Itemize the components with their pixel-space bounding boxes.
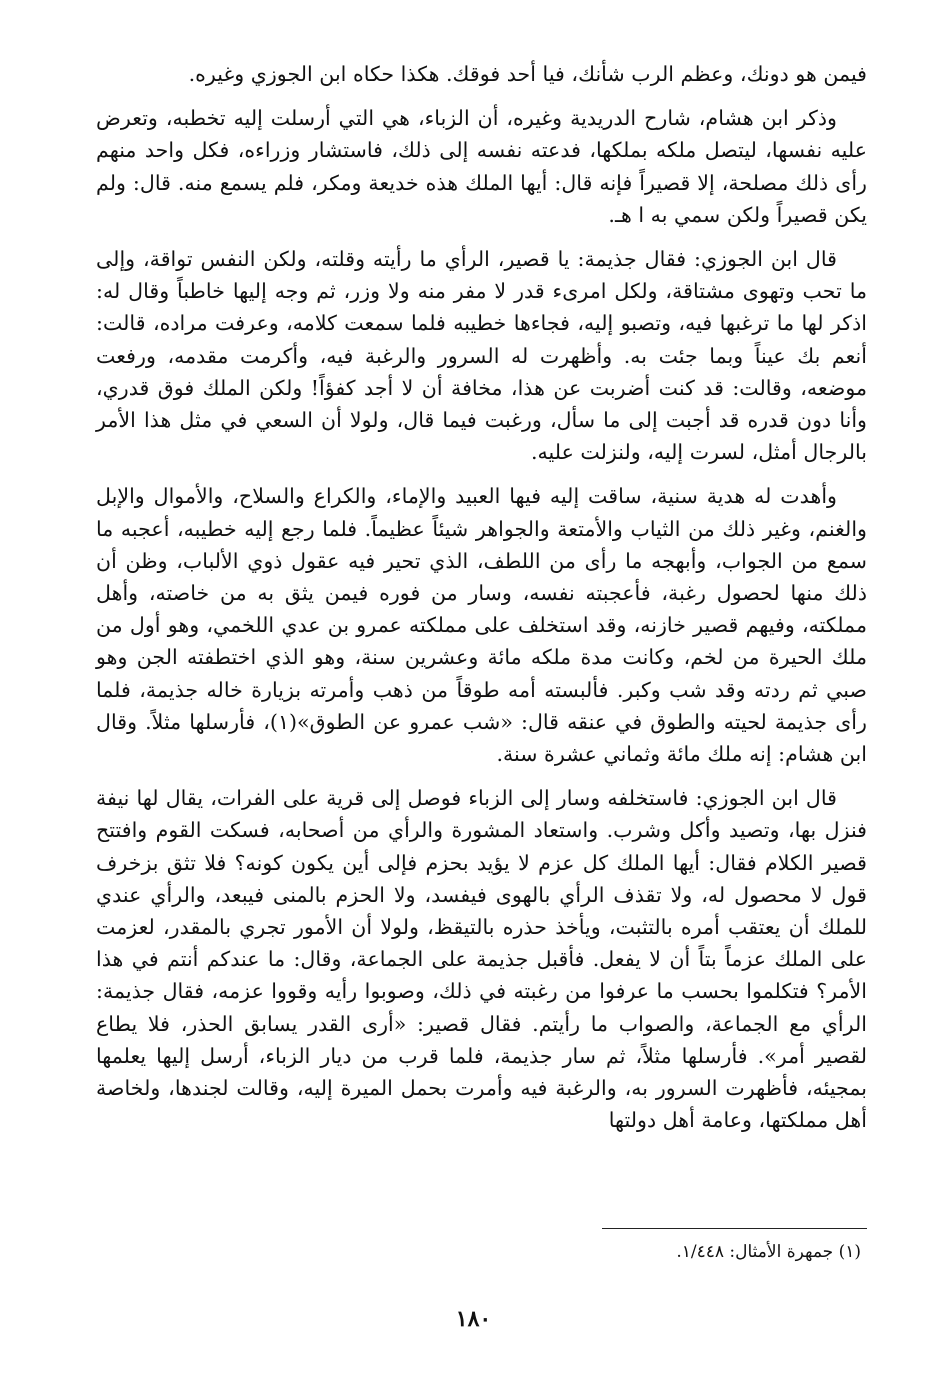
paragraph: قال ابن الجوزي: فاستخلفه وسار إلى الزباء فوصل إلى قرية على الفرات، يقال لها نيفة فنزل بها، وتصيد وأكل وشرب. واستعاد المشورة والرأي من أصحابه، فسكت القوم وافتتح قصير الكلام فقال: أيها الملك كل عزم لا يؤيد بحزم فإلى أين يكون كونه؟ فلا تثق بزخرف قول لا محصول له، ولا تقذف الرأي بالهوى فيفسد، ولا الحزم بالمنى فيبعد، والرأي عندي للملك أن يعتقب أمره بالتثبت، ويأخذ حذره بالتيقظ، ولولا أن الأمور تجري بالمقدر، لعزمت على الملك عزماً بتاً أن لا يفعل. فأقبل جذيمة على الجماعة، وقال: ما عندكم أنتم في هذا الأمر؟ فتكلموا بحسب ما عرفوا من رغبته في ذلك، وصوبوا رأيه وقووا عزمه، فقال جذيمة: الرأي مع الجماعة، والصواب ما رأيتم. فقال قصير: «أرى القدر يسابق الحذر، فلا يطاع لقصير أمر». فأرسلها مثلاً، ثم سار جذيمة، فلما قرب من ديار الزباء، أرسل إليها يعلمها بمجيئه، فأظهرت السرور به، والرغبة فيه وأمرت بحمل الميرة إليه، وقالت لجندها، ولخاصة أهل مملكتها، وعامة أهل دولتها xyxy=(96,786,867,1133)
paragraph: قال ابن الجوزي: فقال جذيمة: يا قصير، الرأي ما رأيته وقلته، ولكن النفس تواقة، وإلى ما تحب وتهوى مشتاقة، ولكل امرىء قدر لا مفر منه ولا وزر، ثم وجه إليها خاطباً وقال له: اذكر لها ما ترغبها فيه، وتصبو إليه، فجاءها خطيبه فلما سمعت كلامه، وعرفت مراده، قالت: أنعم بك عيناً وبما جئت به. وأظهرت له السرور والرغبة فيه، وأكرمت مقدمه، ورفعت موضعه، وقالت: قد كنت أضربت عن هذا، مخافة أن لا أجد كفؤاً! ولكن الملك فوق قدري، وأنا دون قدره قد أجبت إلى ما سأل، ورغبت فيما قال، ولولا أن السعي في مثل هذا الأمر بالرجال أمثل، لسرت إليه، ولنزلت عليه. xyxy=(96,247,867,465)
footnote-divider xyxy=(602,1228,867,1229)
footnote: (١) جمهرة الأمثال: ١/٤٤٨. xyxy=(676,1242,861,1262)
paragraph: فيمن هو دونك، وعظم الرب شأنك، فيا أحد فوقك. هكذا حكاه ابن الجوزي وغيره. xyxy=(188,62,867,86)
page-number: ١٨٠ xyxy=(455,1306,492,1332)
paragraph: وذكر ابن هشام، شارح الدريدية وغيره، أن الزباء، هي التي أرسلت إليه تخطبه، وتعرض عليه نفسها، ليتصل ملكه بملكها، فدعته نفسه إلى ذلك، فاستشار وزراءه، فكل واحد منهم رأى ذلك مصلحة، إلا قصيراً فإنه قال: أيها الملك هذه خديعة ومكر، فلم يسمع منه. قال: ولم يكن قصيراً ولكن سمي به ا هـ. xyxy=(96,106,867,227)
paragraph: وأهدت له هدية سنية، ساقت إليه فيها العبيد والإماء، والكراع والسلاح، والأموال والإبل والغنم، وغير ذلك من الثياب والأمتعة والجواهر شيئاً عظيماً. فلما رجع إليه خطيبه، أعجبه ما سمع من الجواب، وأبهجه ما رأى من اللطف، الذي تحير فيه عقول ذوي الألباب، وظن أن ذلك منها لحصول رغبة، فأعجبته نفسه، وسار من فوره فيمن يثق به من خاصته، وأهل مملكته، وفيهم قصير خازنه، وقد استخلف على مملكته عمرو بن عدي اللخمي، وهو أول من ملك الحيرة من لخم، وكانت مدة ملكه مائة وعشرين سنة، وهو الذي اختطفته الجن وهو صبي ثم ردته وقد شب وكبر. فألبسته أمه طوقاً من ذهب وأمرته بزيارة خاله جذيمة، فلما رأى جذيمة لحيته والطوق في عنقه قال: «شب عمرو عن الطوق»(١)، فأرسلها مثلاً. وقال ابن هشام: إنه ملك مائة وثماني عشرة سنة. xyxy=(96,484,867,767)
main-text xyxy=(96,58,867,1137)
